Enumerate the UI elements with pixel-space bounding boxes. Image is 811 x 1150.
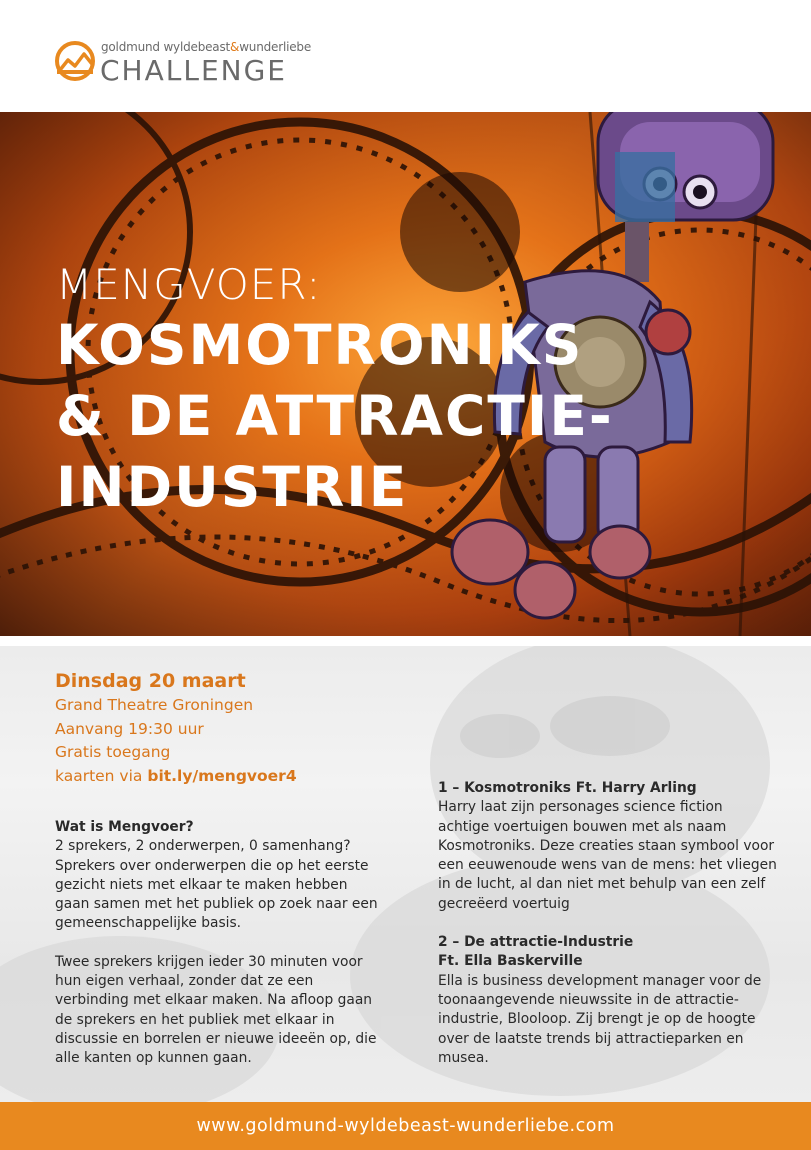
info-section — [0, 646, 811, 1102]
logo-brand-name — [101, 40, 311, 54]
event-start-time: Aanvang 19:30 uur — [55, 719, 204, 738]
footer-bar — [0, 1102, 811, 1150]
hero-banner — [0, 112, 811, 636]
circle-logo-icon — [54, 40, 96, 82]
header — [0, 0, 811, 112]
hero-title — [56, 310, 656, 523]
tickets-prefix: kaarten via — [55, 766, 148, 785]
event-venue: Grand Theatre Groningen — [55, 696, 254, 714]
logo-challenge: CHALLENGE — [100, 54, 287, 87]
tickets-link[interactable]: bit.ly/mengvoer4 — [147, 766, 297, 785]
event-date: Dinsdag 20 maart — [55, 670, 246, 692]
hero-subtitle: MENGVOER: — [56, 260, 322, 309]
hero-title-line-1: KOSMOTRONIKS — [56, 313, 584, 377]
talk-2-heading-b: Ft. Ella Baskerville — [438, 953, 583, 970]
hero-title-line-2: & DE ATTRACTIE- — [56, 384, 614, 448]
about-column — [55, 818, 385, 1069]
event-tickets — [55, 765, 297, 789]
event-entry: Gratis toegang — [55, 743, 171, 761]
about-paragraph-1: 2 sprekers, 2 onderwerpen, 0 samenhang? Sprekers over onderwerpen die op het eerste gezicht niets met elkaar te maken hebben gaan samen met het publiek op zoek naar een gemeenschappelijke basis. — [55, 838, 378, 932]
event-details — [55, 668, 297, 788]
logo-brand-part-a: goldmund wyldebeast — [101, 40, 231, 54]
talk-1-text: Harry laat zijn personages science fiction achtige voertuigen bouwen met als naam Kosmotroniks. Deze creaties staan symbool voor een eeuwenoude wens van de mens: het vliegen in de lucht, al dan niet met behulp van een zelf gecreëerd voertuig — [438, 799, 777, 912]
logo-brand-part-b: wunderliebe — [239, 40, 311, 54]
talk-2-text: Ella is business development manager voor de toonaangevende nieuwssite in de attractie-industrie, Blooloop. Zij brengt je op de hoogte over de laatste trends bij attractieparken en musea. — [438, 972, 762, 1066]
about-heading: Wat is Mengvoer? — [55, 819, 194, 835]
footer-website-link[interactable]: www.goldmund-wyldebeast-wunderliebe.com — [196, 1116, 615, 1136]
hero-title-line-3: INDUSTRIE — [56, 455, 409, 519]
talk-2-heading-a: 2 – De attractie-Industrie — [438, 934, 634, 951]
logo-brand-ampersand: & — [230, 40, 240, 54]
about-paragraph-2: Twee sprekers krijgen ieder 30 minuten voor hun eigen verhaal, zonder dat ze een verbinding met elkaar maken. Na afloop gaan de sprekers en het publiek met elkaar in discussie en borrelen er nieuwe ideeën op, die alle kanten op kunnen gaan. — [55, 953, 377, 1067]
talk-1-heading: 1 – Kosmotroniks Ft. Harry Arling — [438, 780, 697, 796]
talks-column — [438, 779, 778, 1068]
